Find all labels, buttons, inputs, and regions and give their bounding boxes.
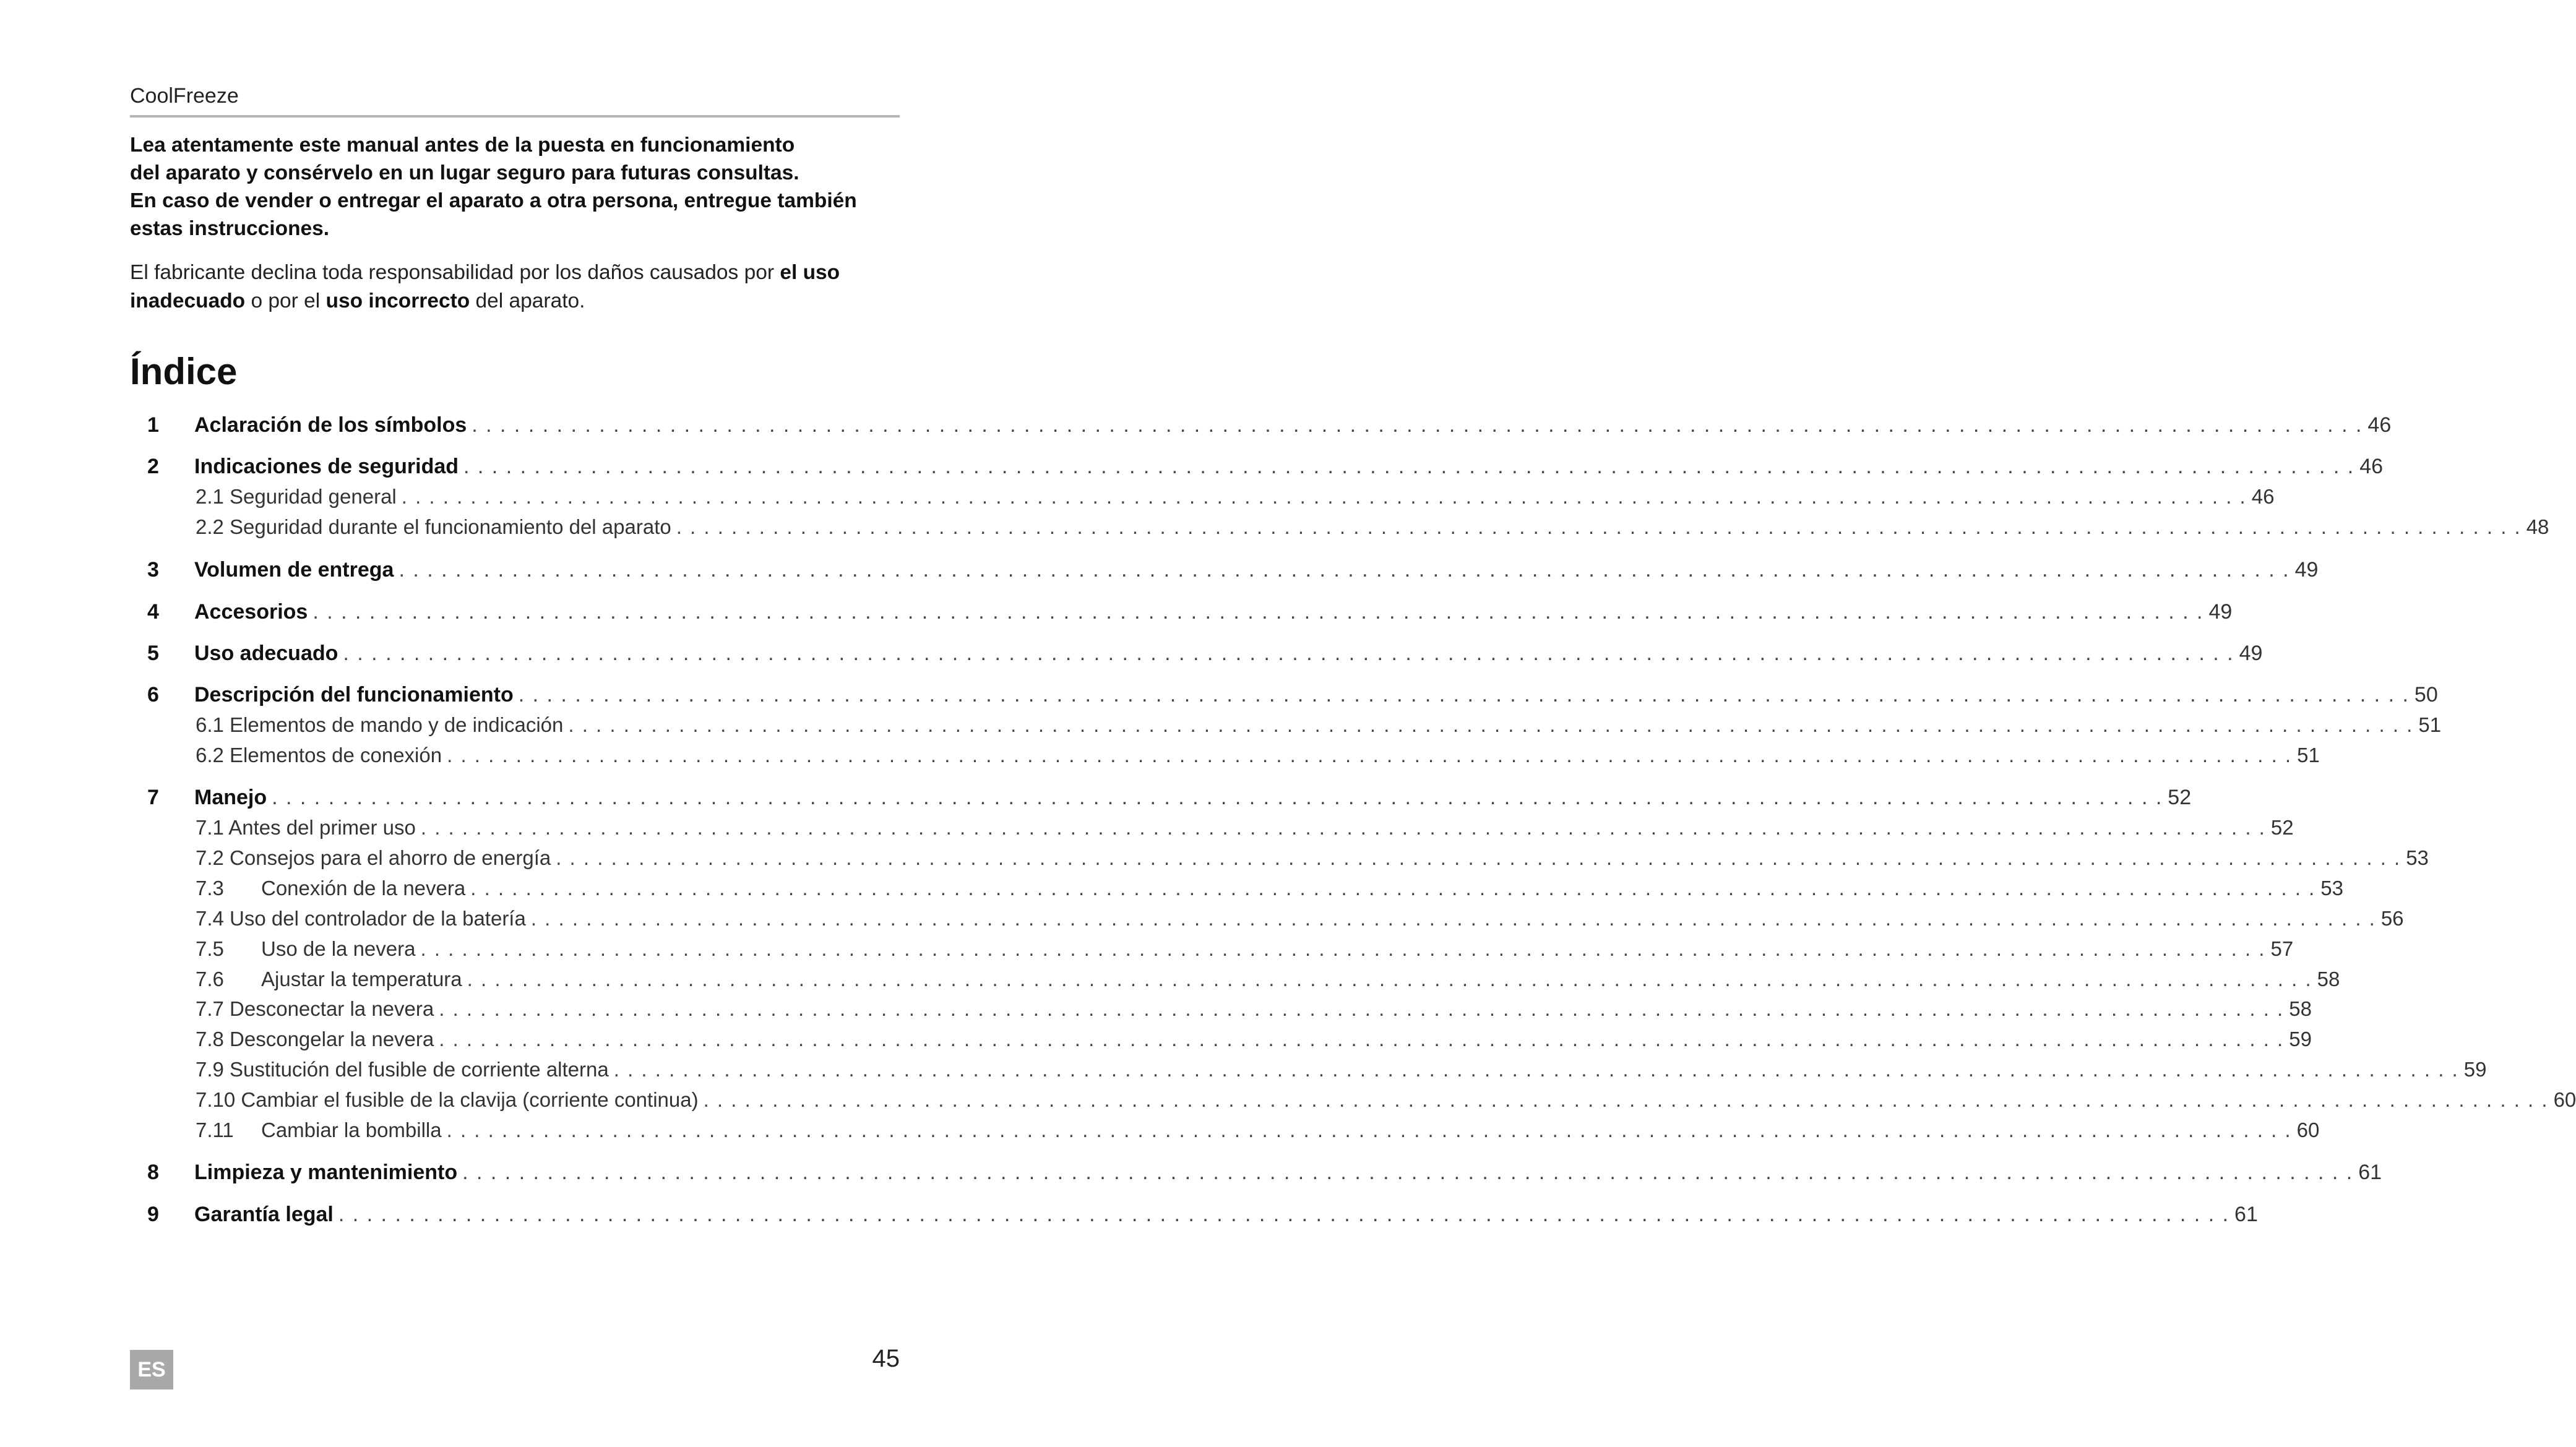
toc-entry-page: 52 (2270, 816, 2294, 839)
toc-subentry[interactable] (196, 937, 2294, 961)
toc-entry-page: 56 (2380, 907, 2404, 930)
toc-dot-leader (447, 1119, 2292, 1142)
toc-entry-label: 2.2 Seguridad durante el funcionamiento del aparato (196, 515, 671, 538)
warning-line: del aparato y consérvelo en un lugar seguro para futuras consultas. (130, 161, 799, 184)
toc-entry-page: 48 (2526, 515, 2549, 538)
toc-entry-label: Volumen de entrega (194, 558, 394, 582)
toc-dot-leader (531, 907, 2376, 930)
toc-dot-leader (439, 1028, 2284, 1051)
language-badge: ES (130, 1350, 173, 1389)
toc-subentry[interactable] (196, 744, 2320, 767)
toc-entry-number: 3 (147, 558, 159, 582)
toc-entry-label: Descripción del funcionamiento (194, 683, 514, 706)
toc-entry-label: 7.6 (196, 968, 224, 990)
toc-entry-label: Ajustar la temperatura (261, 968, 462, 990)
toc-dot-leader (398, 558, 2290, 582)
toc-entry[interactable] (147, 683, 2438, 707)
toc-entry-page: 49 (2208, 600, 2233, 624)
warning-notice (130, 131, 903, 243)
toc-dot-leader (402, 485, 2247, 509)
toc-entry-label: Manejo (194, 786, 267, 809)
toc-entry-number: 6 (147, 683, 159, 706)
toc-entry-label: 7.7 Desconectar la nevera (196, 997, 434, 1020)
toc-entry-label: 7.1 Antes del primer uso (196, 816, 416, 839)
toc-dot-leader (470, 877, 2315, 900)
toc-entry-page: 59 (2289, 1028, 2312, 1050)
toc-entry-label: 7.9 Sustitución del fusible de corriente alterna (196, 1058, 609, 1081)
toc-entry-page: 46 (2367, 413, 2392, 437)
toc-subentry[interactable] (196, 515, 2549, 539)
toc-entry-label: 7.10 Cambiar el fusible de la clavija (corriente continua) (196, 1088, 699, 1111)
toc-entry-label: 7.11 (196, 1119, 234, 1141)
toc-subentry[interactable] (196, 1119, 2319, 1142)
toc-entry-number: 8 (147, 1161, 159, 1184)
toc-dot-leader (447, 744, 2292, 767)
toc-entry-number: 5 (147, 642, 159, 665)
toc-entry-label: Limpieza y mantenimiento (194, 1161, 458, 1184)
toc-entry-page: 46 (2251, 485, 2275, 508)
toc-subentry[interactable] (196, 997, 2312, 1021)
toc-entry-page: 49 (2294, 558, 2319, 582)
toc-dot-leader (343, 642, 2234, 666)
toc-entry-label: Accesorios (194, 600, 308, 624)
toc-entry-page: 53 (2406, 846, 2429, 869)
page-number: 45 (872, 1345, 900, 1372)
toc-entry-page: 51 (2418, 713, 2442, 736)
toc-entry[interactable] (147, 455, 2384, 479)
toc-entry[interactable] (147, 600, 2233, 624)
toc-dot-leader (462, 1161, 2353, 1185)
toc-subentry[interactable] (196, 907, 2404, 930)
toc-entry-label: Garantía legal (194, 1203, 334, 1226)
toc-subentry[interactable] (196, 816, 2294, 839)
disclaimer-text: El fabricante declina toda responsabilidad por los daños causados por (130, 261, 780, 284)
disclaimer-text: o por el (245, 290, 326, 312)
warning-line: En caso de vender o entregar el aparato a otra persona, entregue también (130, 189, 857, 212)
toc-dot-leader (421, 816, 2266, 839)
toc-entry-page: 51 (2297, 744, 2320, 766)
disclaimer (130, 259, 903, 316)
toc-dot-leader (704, 1088, 2549, 1112)
toc-subentry[interactable] (196, 485, 2275, 509)
toc-dot-leader (420, 937, 2265, 961)
toc-entry-page: 49 (2239, 642, 2263, 665)
toc-entry-page: 59 (2463, 1058, 2487, 1081)
toc-entry-page: 61 (2234, 1203, 2258, 1226)
toc-entry-label: Aclaración de los símbolos (194, 413, 467, 437)
header-rule (130, 115, 900, 118)
toc-entry-label: 7.8 Descongelar la nevera (196, 1028, 434, 1050)
toc-entry-label: 2.1 Seguridad general (196, 485, 397, 508)
toc-subentry[interactable] (196, 713, 2442, 737)
toc-dot-leader (463, 455, 2354, 479)
toc-entry-page: 57 (2270, 937, 2294, 960)
toc-entry-label: 7.5 (196, 937, 224, 960)
warning-line: Lea atentamente este manual antes de la puesta en funcionamiento (130, 134, 795, 157)
toc-subentry[interactable] (196, 968, 2340, 991)
toc-dot-leader (312, 600, 2203, 624)
toc-entry-label: 6.2 Elementos de conexión (196, 744, 442, 766)
toc-entry[interactable] (147, 1161, 2382, 1185)
toc-entry-page: 60 (2296, 1119, 2320, 1141)
toc-entry-label: 6.1 Elementos de mando y de indicación (196, 713, 564, 736)
toc-entry[interactable] (147, 558, 2319, 582)
disclaimer-emphasis: uso incorrecto (325, 290, 470, 312)
toc-dot-leader (472, 413, 2363, 437)
toc-entry-label: Cambiar la bombilla (261, 1119, 442, 1141)
toc-subentry[interactable] (196, 846, 2429, 870)
toc-entry-label: Indicaciones de seguridad (194, 455, 459, 478)
toc-dot-leader (519, 683, 2410, 707)
toc-entry[interactable] (147, 642, 2263, 666)
toc-entry-number: 9 (147, 1203, 159, 1226)
toc-entry[interactable] (147, 413, 2392, 437)
toc-entry-label: 7.3 (196, 877, 224, 900)
disclaimer-text: del aparato. (470, 290, 585, 312)
toc-dot-leader (467, 968, 2312, 991)
toc-entry-label: Conexión de la nevera (261, 877, 466, 900)
toc-dot-leader (568, 713, 2413, 737)
toc-dot-leader (676, 515, 2522, 539)
toc-subentry[interactable] (196, 1088, 2576, 1112)
toc-title: Índice (130, 351, 238, 392)
toc-entry-label: 7.2 Consejos para el ahorro de energía (196, 846, 551, 869)
toc-entry-label: Uso de la nevera (261, 937, 416, 960)
toc-entry-number: 1 (147, 413, 159, 437)
toc-entry-number: 4 (147, 600, 159, 624)
toc-subentry[interactable] (196, 1058, 2487, 1081)
toc-entry-label: Uso adecuado (194, 642, 338, 665)
toc-entry-page: 53 (2320, 877, 2343, 900)
toc-dot-leader (439, 997, 2284, 1021)
header-title: CoolFreeze (130, 84, 239, 108)
toc-entry-page: 50 (2414, 683, 2438, 706)
toc-entry[interactable] (147, 1203, 2258, 1227)
toc-dot-leader (556, 846, 2401, 870)
toc-entry-page: 60 (2553, 1088, 2576, 1111)
toc-entry-page: 61 (2358, 1161, 2382, 1184)
toc-dot-leader (338, 1203, 2229, 1227)
warning-line: estas instrucciones. (130, 217, 330, 240)
toc-entry-page: 52 (2168, 786, 2192, 809)
toc-entry-page: 46 (2359, 455, 2384, 478)
toc-dot-leader (614, 1058, 2459, 1081)
toc-entry-page: 58 (2289, 997, 2312, 1020)
toc-entry-page: 58 (2317, 968, 2340, 990)
toc-entry-number: 7 (147, 786, 159, 809)
toc-subentry[interactable] (196, 877, 2343, 900)
toc-dot-leader (272, 786, 2163, 810)
toc-subentry[interactable] (196, 1028, 2312, 1051)
toc-entry-label: 7.4 Uso del controlador de la batería (196, 907, 526, 930)
disclaimer-emphasis: el uso inadecuado (130, 261, 840, 312)
toc-entry-number: 2 (147, 455, 159, 478)
toc-entry[interactable] (147, 786, 2192, 810)
